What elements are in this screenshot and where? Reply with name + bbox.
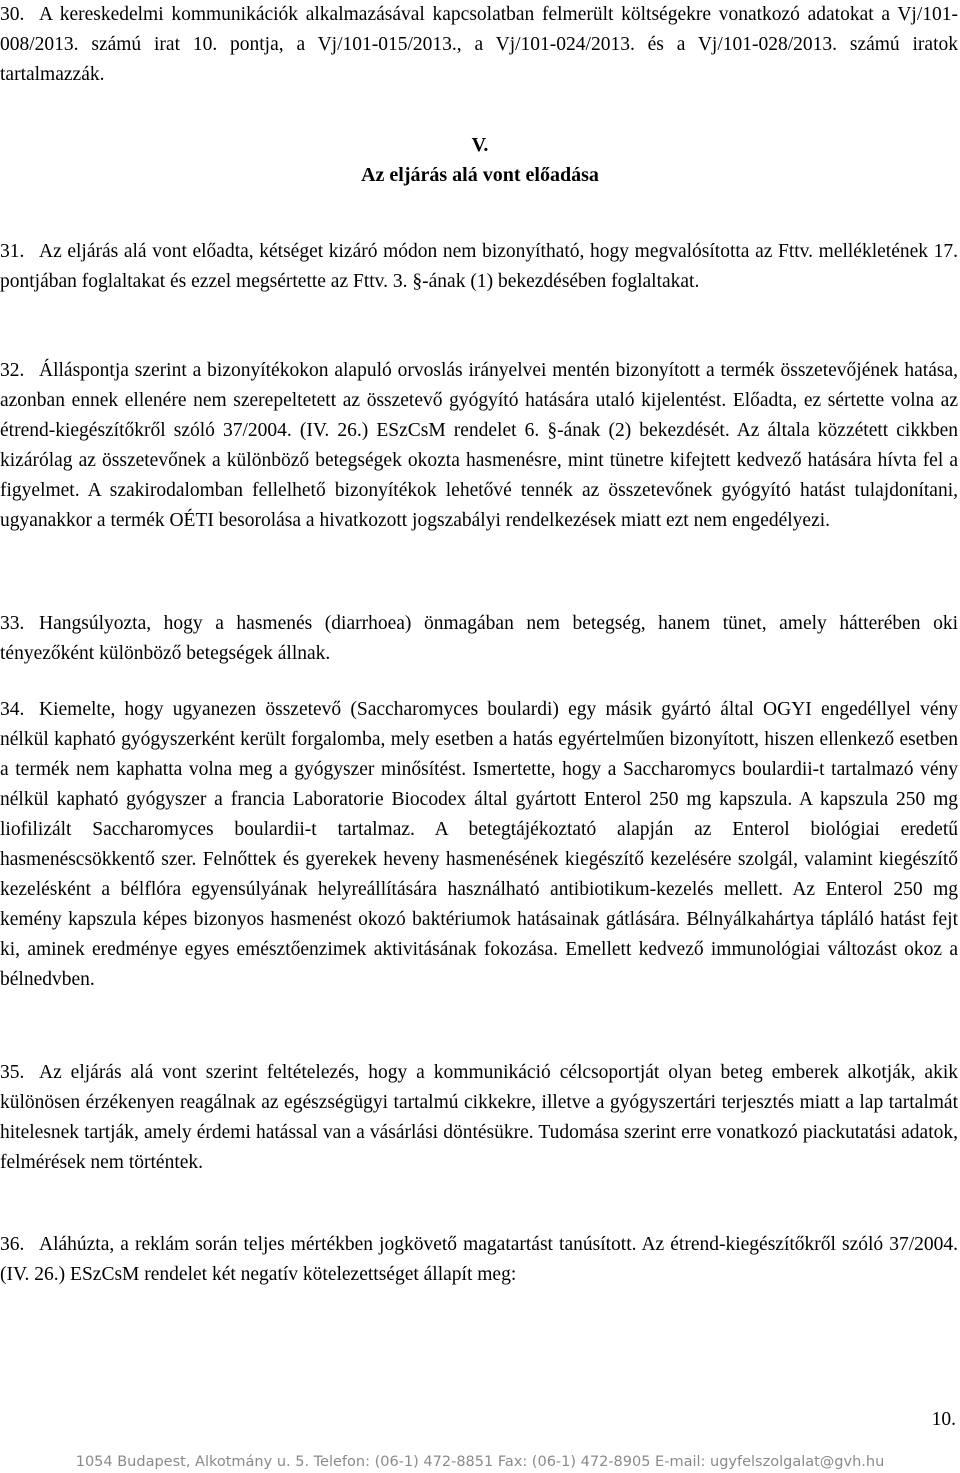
paragraph-number: 31. xyxy=(0,241,25,262)
paragraph-text: Aláhúzta, a reklám során teljes mértékben jogkövető magatartást tanúsított. Az étrend-kiegészítőkről szóló 37/2004. (IV. 26.) ESzCsM rendelet két negatív kötelezettséget állapít meg: xyxy=(0,1234,958,1285)
paragraph-number: 34. xyxy=(0,699,25,720)
paragraph-number: 35. xyxy=(0,1062,25,1083)
paragraph-text: Kiemelte, hogy ugyanezen összetevő (Saccharomyces boulardi) egy másik gyártó által OGYI engedéllyel vény nélkül kapható gyógyszerként került forgalomba, mely esetben a hatás egyértelműen bizonyított, hiszen ellenkező esetben a termék nem kaphatta volna meg a gyógyszer minősítést. Ismertette, hogy a Saccharomycs boulardii-t tartalmazó vény nélkül kapható gyógyszer a francia Laboratorie Biocodex által gyártott Enterol 250 mg kapszula. A kapszula 250 mg liofilizált Saccharomyces boulardii-t tartalmaz. A betegtájékoztató alapján az Enterol biológiai eredetű hasmenéscsökkentő szer. Felnőttek és gyerekek heveny hasmenésének kiegészítő kezelésére szolgál, valamint kiegészítő kezelésként a bélflóra egyensúlyának helyreállítására használható antibiotikum-kezelés mellett. Az Enterol 250 mg kemény kapszula képes bizonyos hasmenést okozó baktériumok hatásainak gátlására. Bélnyálkahártya tápláló hatást fejt ki, aminek eredménye egyes emésztőenzimek aktivitásának fokozása. Emellett kedvező immunológiai változást okoz a bélnedvben. xyxy=(0,699,958,990)
paragraph-text: A kereskedelmi kommunikációk alkalmazásával kapcsolatban felmerült költségekre vonatkozó adatokat a Vj/101-008/2013. számú irat 10. pontja, a Vj/101-015/2013., a Vj/101-024/2013. és a Vj/101-028/2013. számú iratok tartalmazzák. xyxy=(0,4,958,85)
paragraph-35 xyxy=(0,1058,958,1178)
section-numeral: V. xyxy=(471,134,489,156)
paragraph-31 xyxy=(0,237,958,297)
paragraph-36 xyxy=(0,1230,958,1290)
paragraph-number: 36. xyxy=(0,1234,25,1255)
paragraph-text: Álláspontja szerint a bizonyítékokon alapuló orvoslás irányelvei mentén bizonyított a termék összetevőjének hatása, azonban ennek ellenére nem szerepeltetett az összetevő gyógyító hatására utaló kijelentést. Előadta, ez sértette volna az étrend-kiegészítőkről szóló 37/2004. (IV. 26.) ESzCsM rendelet 6. §-ának (2) bekezdését. Az általa közzétett cikkben kizárólag az összetevőnek a különböző betegségek okozta hasmenésre, mint tünetre kifejtett kedvező hatására hívta fel a figyelmet. A szakirodalomban fellelhető bizonyítékok lehetővé tennék az összetevőnek gyógyító hatást tulajdonítani, ugyanakkor a termék OÉTI besorolása a hivatkozott jogszabályi rendelkezések miatt ezt nem engedélyezi. xyxy=(0,360,958,531)
paragraph-text: Az eljárás alá vont szerint feltételezés, hogy a kommunikáció célcsoportját olyan beteg emberek alkotják, akik különösen érzékenyen reagálnak az egészségügyi tartalmú cikkekre, illetve a gyógyszertári terjesztés miatt a lap tartalmát hitelesnek tartják, amely érdemi hatással van a vásárlási döntésükre. Tudomása szerint erre vonatkozó piackutatási adatok, felmérések nem történtek. xyxy=(0,1062,958,1173)
paragraph-number: 32. xyxy=(0,360,25,381)
paragraph-text: Hangsúlyozta, hogy a hasmenés (diarrhoea) önmagában nem betegség, hanem tünet, amely hátterében oki tényezőként különböző betegségek állnak. xyxy=(0,613,958,664)
page-number: 10. xyxy=(931,1409,956,1430)
paragraph-number: 30. xyxy=(0,4,25,25)
footer-contact: 1054 Budapest, Alkotmány u. 5. Telefon: (06-1) 472-8851 Fax: (06-1) 472-8905 E-mail: ugyfelszolgalat@gvh.hu xyxy=(75,1454,885,1470)
paragraph-32 xyxy=(0,356,958,536)
paragraph-text: Az eljárás alá vont előadta, kétséget kizáró módon nem bizonyítható, hogy megvalósította az Fttv. mellékletének 17. pontjában foglaltakat és ezzel megsértette az Fttv. 3. §-ának (1) bekezdésében foglaltakat. xyxy=(0,241,958,292)
paragraph-33 xyxy=(0,609,958,669)
paragraph-34 xyxy=(0,695,958,995)
paragraph-30 xyxy=(0,0,958,90)
paragraph-number: 33. xyxy=(0,613,25,634)
section-title: Az eljárás alá vont előadása xyxy=(361,164,599,186)
